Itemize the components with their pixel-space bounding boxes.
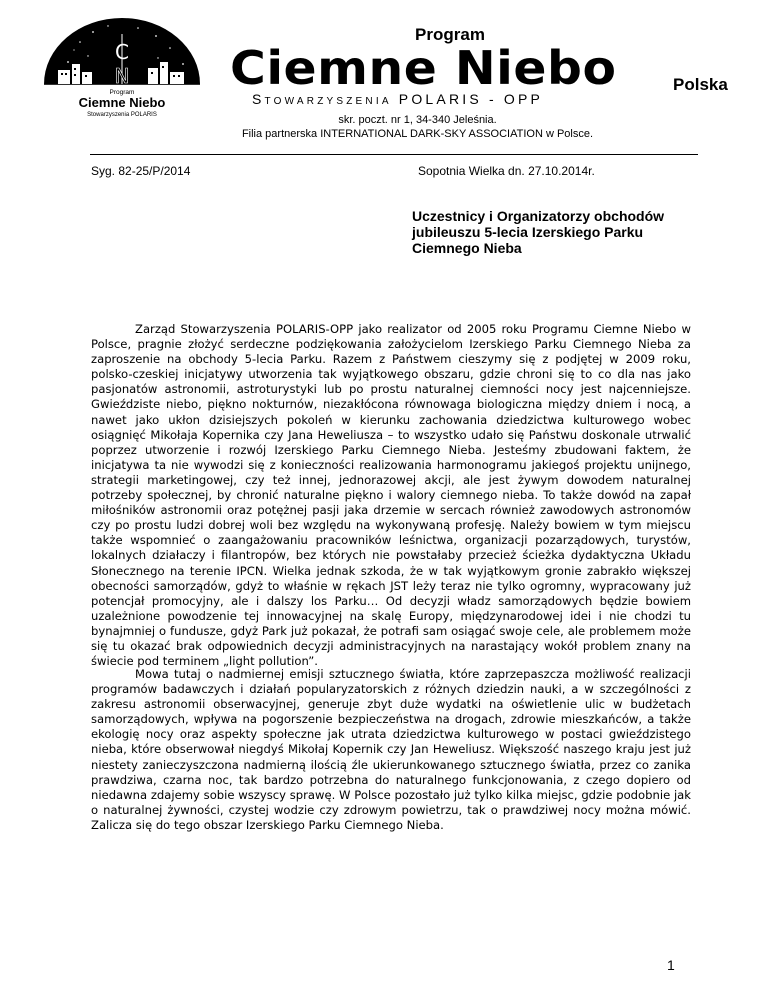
body-paragraph-2: Mowa tutaj o nadmiernej emisji sztucznego światła, które zaprzepaszcza możliwość realizacji programów badawczych i działań popularyzatorskich z różnych dziedzin nauki, a w szczególności z zakresu astronomii obserwacyjnej, generuje zbyt duże wydatki na oświetlenie ulic w budżetach samorządowych, wpływa na pogorszenie bezpieczeństwa na drogach, zdrowie mieszkańców, a także ekologię nocy oraz aspekty społeczne jak utrata dziedzictwa kulturowego w postaci gwieździstego nieba, które obserwował niegdyś Mikołaj Kopernik czy Jan Heweliusz. Większość naszego kraju jest już niestety zanieczyszczona nadmierną ilością źle ukierunkowanego sztucznego światła, przez co zanika prawdziwa, czarna noc, tak bardzo potrzebna do naturalnego funkcjonowania, z czego dopiero od niedawna zdajemy sobie wszyscy sprawę. W Polsce pozostało już tylko kilka miejsc, gdzie podobnie jak o naturalnej żywności, czystej wodzie czy zdrowym powietrzu, tak o prawdziwej nocy można mówić. Zalicza się do tego obszar Izerskiego Parku Ciemnego Nieba.: [91, 667, 691, 832]
header-address: skr. poczt. nr 1, 34-340 Jeleśnia.: [338, 114, 497, 126]
logo-program-label: Program: [109, 89, 135, 96]
header-divider: [90, 154, 698, 155]
body-paragraph-1: Zarząd Stowarzyszenia POLARIS-OPP jako realizator od 2005 roku Programu Ciemne Niebo w Polsce, pragnie złożyć serdeczne podziękowania założycielom Izerskiego Parku Ciemnego Nieba za zaproszenie na obchody 5-lecia Parku. Razem z Państwem cieszymy się z podjętej w 2009 roku, polsko-czeskiej inicjatywy utworzenia tak wyjątkowego obszaru, gdzie chroni się to co dla nas jako pasjonatów astronomii, astroturystyki lub po prostu naturalnej ciemności nocy jest najcenniejsze. Gwieździste niebo, piękno nokturnów, niezakłócona równowaga biologiczna między dniem i nocą, a nawet jako ukłon dzisiejszych pokoleń w kierunku zachowania dziedzictwa kulturowego wobec osiągnięć Mikołaja Kopernika czy Jana Heweliusza – to wszystko udało się Państwu doskonale utrwalić poprzez utworzenie i rozwój Izerskiego Parku Ciemnego Nieba. Jesteśmy zbudowani faktem, że inicjatywa ta nie wywodzi się z konieczności realizowania harmonogramu jakiegoś projektu unijnego, strategii marketingowej, czy też innej, jednorazowej akcji, ale jest żywym dowodem naturalnej potrzeby społecznej, by chronić naturalne piękno i walory ciemnego nieba. To także dowód na zapał miłośników astronomii oraz potężnej pasji jaka drzemie w sercach również zawodowych astronomów czy po prostu ludzi dobrej woli bez względu na wykonywaną profesję. Należy bowiem w tym miejscu także wspomnieć o zaangażowaniu pracowników leśnictwa, organizacji pozarządowych, turystów, lokalnych działaczy i filantropów, bez których nie powstałaby przecież ścieżka dydaktyczna Układu Słonecznego na terenie IPCN. Wielka jednak szkoda, że w tak wyjątkowym gronie zabrakło większej obecności samorządów, gdyż to właśnie w rękach JST leży teraz nie tylko ogromny, wypracowany już potencjał promocyjny, ale i dalszy los Parku… Od decyzji władz samorządowych będzie bowiem uzależnione powodzenie tej innowacyjnej na skalę Europy, międzynarodowej idei i nie chodzi tu bynajmniej o fundusze, gdyż Park już pokazał, że potrafi sam osiągać swoje cele, ale problemem może się tu okazać brak odpowiednich decyzji administracyjnych na narastający wokół problem znany na świecie pod terminem „light pollution”.: [91, 322, 691, 669]
page-number: 1: [667, 957, 675, 973]
logo-letter-n: N: [114, 64, 130, 88]
header-program: Program: [415, 25, 485, 44]
header-ida-affiliation: Filia partnerska INTERNATIONAL DARK-SKY ASSOCIATION w Polsce.: [241, 128, 594, 140]
header-subtitle: Stowarzyszenia POLARIS - OPP: [252, 91, 544, 107]
logo-org: Stowarzyszenia POLARIS: [87, 112, 157, 118]
header-country: Polska: [673, 75, 728, 94]
header-title-wrap: [230, 41, 617, 95]
logo-letter-c: C: [115, 40, 129, 64]
reference-number: Syg. 82-25/P/2014: [91, 164, 191, 178]
place-and-date: Sopotnia Wielka dn. 27.10.2014r.: [418, 164, 595, 178]
logo-name: Ciemne Niebo: [78, 95, 166, 110]
recipient-block: Uczestnicy i Organizatorzy obchodów jubileuszu 5-lecia Izerskiego Parku Ciemnego Nieba: [412, 208, 665, 256]
header-title: Ciemne Niebo: [230, 41, 617, 95]
